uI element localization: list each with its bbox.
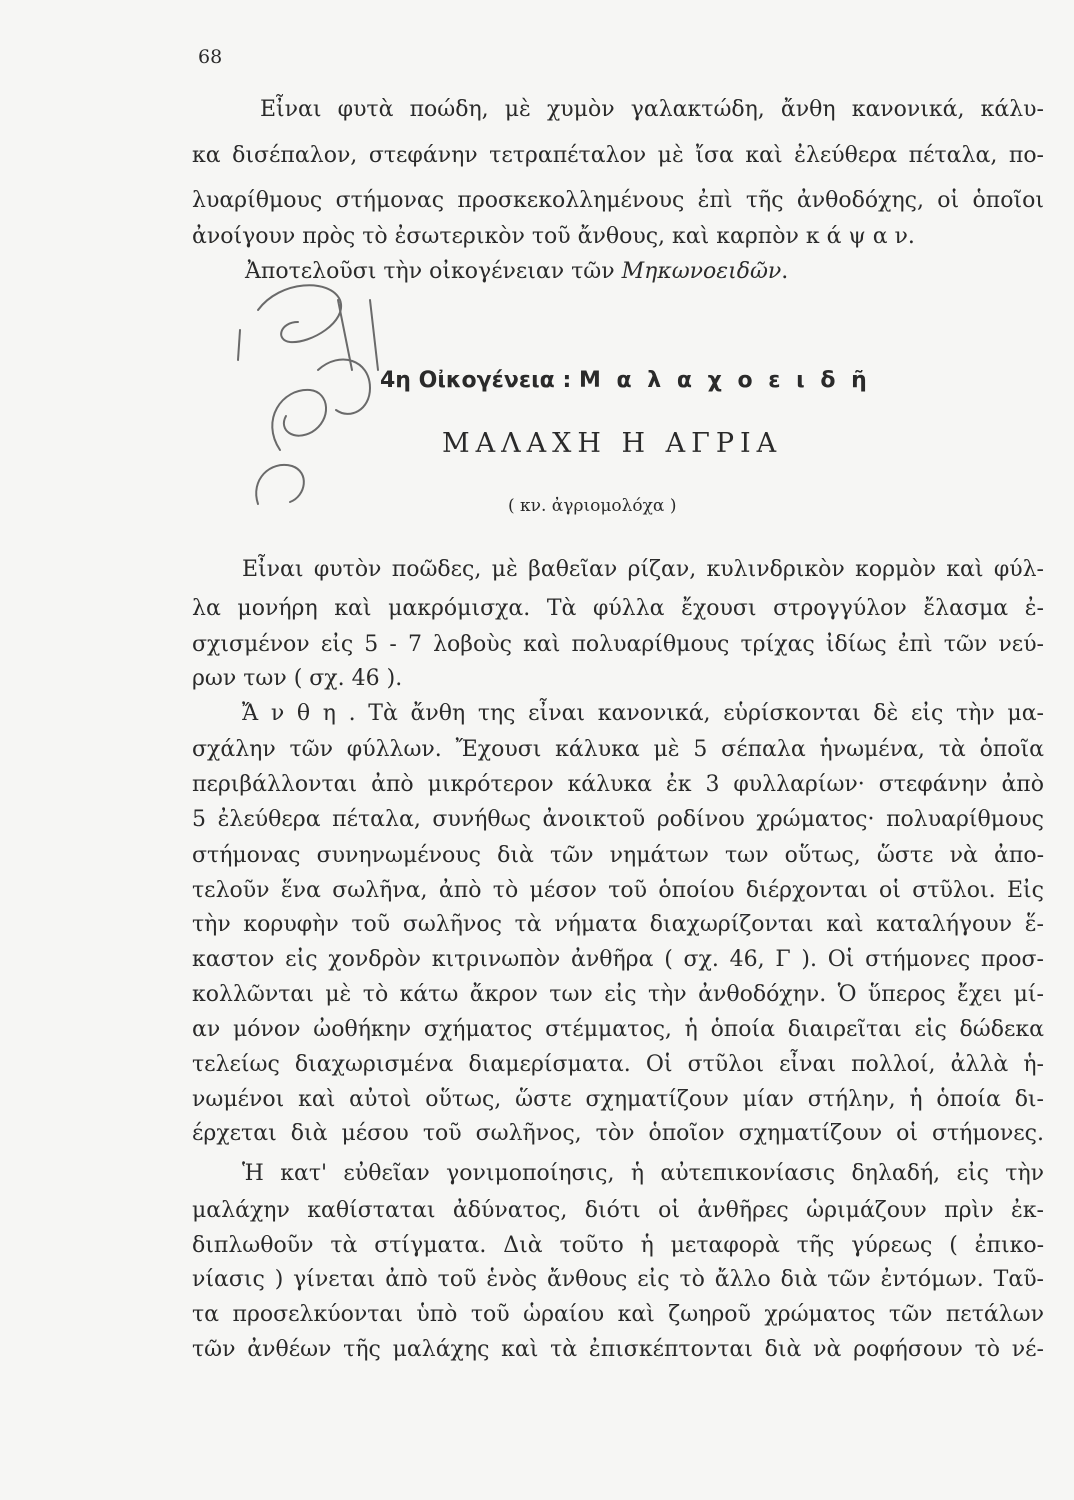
family-heading-name: Μ α λ α χ ο ε ι δ ῆ	[578, 368, 871, 393]
intro-line: κα δισέπαλον, στεφάνην τετραπέταλον μὲ ἴσα καὶ ἐλεύθερα πέταλα, πο-	[192, 143, 1044, 168]
family-heading-prefix: 4η Οἰκογένεια :	[380, 368, 572, 393]
body-line: σχισμένον εἰς 5 - 7 λοβοὺς καὶ πολυαρίθμους τρίχας ἰδίως ἐπὶ τῶν νεύ-	[192, 632, 1044, 657]
intro-line: ἀνοίγουν πρὸς τὸ ἐσωτερικὸν τοῦ ἄνθους, καὶ καρπὸν κ ά ψ α ν.	[192, 224, 915, 249]
body-line: τα προσελκύονται ὑπὸ τοῦ ὡραίου καὶ ζωηροῦ χρώματος τῶν πετάλων	[192, 1302, 1044, 1327]
handwritten-annotation	[220, 270, 390, 530]
body-line: Εἶναι φυτὸν ποῶδες, μὲ βαθεῖαν ρίζαν, κυλινδρικὸν κορμὸν καὶ φύλ-	[242, 557, 1044, 582]
body-line: νίασις ) γίνεται ἀπὸ τοῦ ἑνὸς ἄνθους εἰς τὸ ἄλλο διὰ τῶν ἐντόμων. Ταῦ-	[192, 1267, 1044, 1292]
species-heading: ΜΑΛΑΧΗ Η ΑΓΡΙΑ	[442, 428, 783, 459]
body-line: έρχεται διὰ μέσου τοῦ σωλῆνος, τὸν ὁποῖον σχηματίζουν οἱ στήμονες.	[192, 1121, 1044, 1146]
intro-line: Εἶναι φυτὰ ποώδη, μὲ χυμὸν γαλακτώδη, ἄνθη κανονικά, κάλυ-	[260, 97, 1044, 122]
intro-line: λυαρίθμους στήμονας προσκεκολλημένους ἐπὶ τῆς ἀνθοδόχης, οἱ ὁποῖοι	[192, 188, 1044, 213]
page-number: 68	[198, 46, 223, 68]
body-line: τὴν κορυφὴν τοῦ σωλῆνος τὰ νήματα διαχωρίζονται καὶ καταλήγουν ἕ-	[192, 912, 1044, 937]
body-line: διπλωθοῦν τὰ στίγματα. Διὰ τοῦτο ἡ μεταφορὰ τῆς γύρεως ( ἐπικο-	[192, 1233, 1044, 1258]
body-line: καστον εἰς χονδρὸν κιτρινωπὸν ἀνθῆρα ( σχ. 46, Γ ). Οἱ στήμονες προσ-	[192, 947, 1044, 972]
body-line: 5 ἐλεύθερα πέταλα, συνήθως ἀνοικτοῦ ροδίνου χρώματος· πολυαρίθμους	[192, 807, 1044, 832]
body-line: λα μονήρη καὶ μακρόμισχα. Τὰ φύλλα ἔχουσι στρογγύλον ἔλασμα ἐ-	[192, 596, 1044, 621]
body-line: Ἡ κατ' εὐθεῖαν γονιμοποίησις, ἡ αὐτεπικονίασις δηλαδή, εἰς τὴν	[242, 1161, 1044, 1186]
family-heading	[380, 368, 871, 393]
intro-family-end: .	[781, 259, 789, 284]
common-name: ( κν. ἀγριομολόχα )	[508, 496, 677, 516]
body-line: μαλάχην καθίσταται ἀδύνατος, διότι οἱ ἀνθῆρες ὡριμάζουν πρὶν ἐκ-	[192, 1198, 1044, 1223]
body-line: τελοῦν ἕνα σωλῆνα, ἀπὸ τὸ μέσον τοῦ ὁποίου διέρχονται οἱ στῦλοι. Εἰς	[192, 878, 1044, 903]
body-line: τῶν ἀνθέων τῆς μαλάχης καὶ τὰ ἐπισκέπτονται διὰ νὰ ροφήσουν τὸ νέ-	[192, 1337, 1044, 1362]
body-line: αν μόνον ὠοθήκην σχήματος στέμματος, ἡ ὁποία διαιρεῖται εἰς δώδεκα	[192, 1017, 1044, 1042]
body-line: τελείως διαχωρισμένα διαμερίσματα. Οἱ στῦλοι εἶναι πολλοί, ἀλλὰ ἡ-	[192, 1052, 1044, 1077]
body-line: σχάλην τῶν φύλλων. Ἔχουσι κάλυκα μὲ 5 σέπαλα ἡνωμένα, τὰ ὁποῖα	[192, 737, 1044, 762]
intro-family-prefix: Ἀποτελοῦσι τὴν οἰκογένειαν τῶν	[245, 259, 615, 284]
body-line: στήμονας συνηνωμένους διὰ τῶν νημάτων των οὕτως, ὥστε νὰ ἀπο-	[192, 843, 1044, 868]
intro-family-name: Μηκωνοειδῶν	[621, 259, 782, 284]
body-line: Ἄ ν θ η . Τὰ ἄνθη της εἶναι κανονικά, εὑρίσκονται δὲ εἰς τὴν μα-	[242, 701, 1044, 726]
body-line: ρων των ( σχ. 46 ).	[192, 666, 403, 691]
body-line: νωμένοι καὶ αὐτοὶ οὕτως, ὥστε σχηματίζουν μίαν στήλην, ἡ ὁποία δι-	[192, 1087, 1044, 1112]
body-line: περιβάλλονται ἀπὸ μικρότερον κάλυκα ἐκ 3 φυλλαρίων· στεφάνην ἀπὸ	[192, 772, 1044, 797]
body-line: κολλῶνται μὲ τὸ κάτω ἄκρον των εἰς τὴν ἀνθοδόχην. Ὁ ὕπερος ἔχει μί-	[192, 982, 1044, 1007]
